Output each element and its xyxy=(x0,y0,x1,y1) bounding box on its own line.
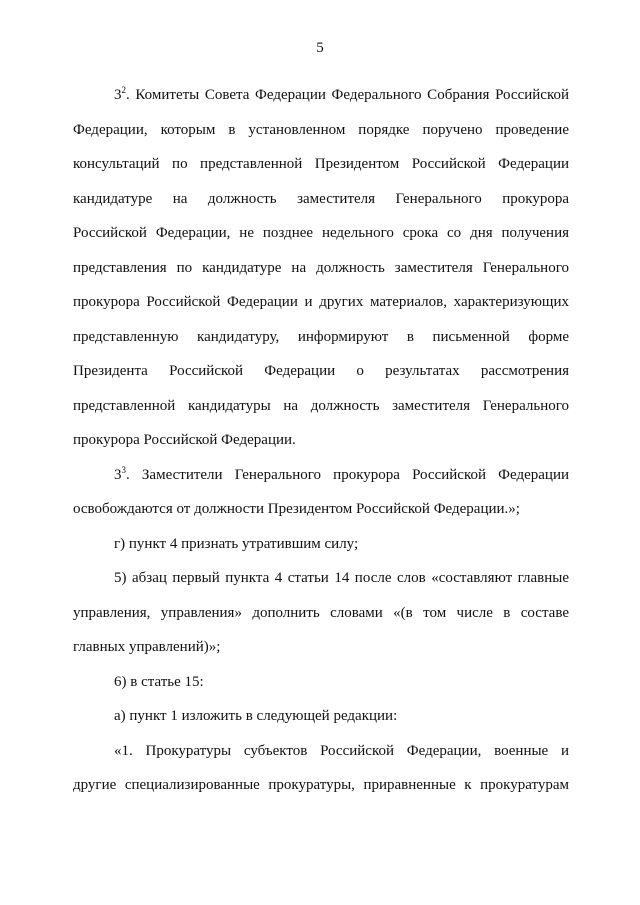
section-superscript: 3 xyxy=(121,464,126,475)
text-line: г) пункт 4 признать утратившим силу; xyxy=(114,535,359,552)
page-number: 5 xyxy=(316,40,324,56)
paragraph-item-5 xyxy=(73,561,569,665)
text-line: представленной кандидатуры на должность заместителя Генерального xyxy=(73,397,569,414)
section-number: 3 xyxy=(114,466,122,483)
text-line: представления по кандидатуре на должность заместителя Генерального xyxy=(73,259,569,276)
paragraph-item-6 xyxy=(73,665,569,700)
paragraph-3-2 xyxy=(73,78,569,458)
paragraph-item-a xyxy=(73,699,569,734)
text-line: Федерации, которым в установленном порядке поручено проведение xyxy=(73,121,569,138)
text-line: другие специализированные прокуратуры, приравненные к прокуратурам xyxy=(73,777,569,793)
document-body xyxy=(73,78,569,803)
paragraph-3-3 xyxy=(73,458,569,527)
text-line: Российской Федерации, не позднее недельного срока со дня получения xyxy=(73,225,569,241)
text-line: кандидатуре на должность заместителя Генерального прокурора xyxy=(73,190,569,207)
text-line: прокурора Российской Федерации. xyxy=(73,432,296,448)
text-line: консультаций по представленной Президентом Российской Федерации xyxy=(73,156,569,172)
text-line: прокурора Российской Федерации и других материалов, характеризующих xyxy=(73,294,569,310)
line-text: Комитеты Совета Федерации Федерального Собрания Российской xyxy=(135,87,569,103)
text-line: 6) в статье 15: xyxy=(114,673,204,690)
text-line: «1. Прокуратуры субъектов Российской Федерации, военные и xyxy=(114,742,569,759)
section-separator: . xyxy=(126,466,142,483)
text-line: а) пункт 1 изложить в следующей редакции: xyxy=(114,708,398,724)
section-superscript: 2 xyxy=(121,85,126,95)
text-line xyxy=(73,78,569,113)
line-text: Заместители Генерального прокурора Российской Федерации xyxy=(141,466,569,483)
text-line xyxy=(73,458,569,493)
text-line: освобождаются от должности Президентом Российской Федерации.»; xyxy=(73,501,520,517)
text-line: Президента Российской Федерации о результатах рассмотрения xyxy=(73,363,569,379)
paragraph-quoted-1 xyxy=(73,734,569,803)
section-number: 3 xyxy=(114,87,122,103)
text-line: управления, управления» дополнить словами «(в том числе в составе xyxy=(73,604,569,621)
text-line: 5) абзац первый пункта 4 статьи 14 после слов «составляют главные xyxy=(114,570,569,586)
section-separator: . xyxy=(126,87,136,103)
text-line: главных управлений)»; xyxy=(73,639,221,655)
paragraph-item-g xyxy=(73,527,569,562)
text-line: представленную кандидатуру, информируют в письменной форме xyxy=(73,328,569,345)
